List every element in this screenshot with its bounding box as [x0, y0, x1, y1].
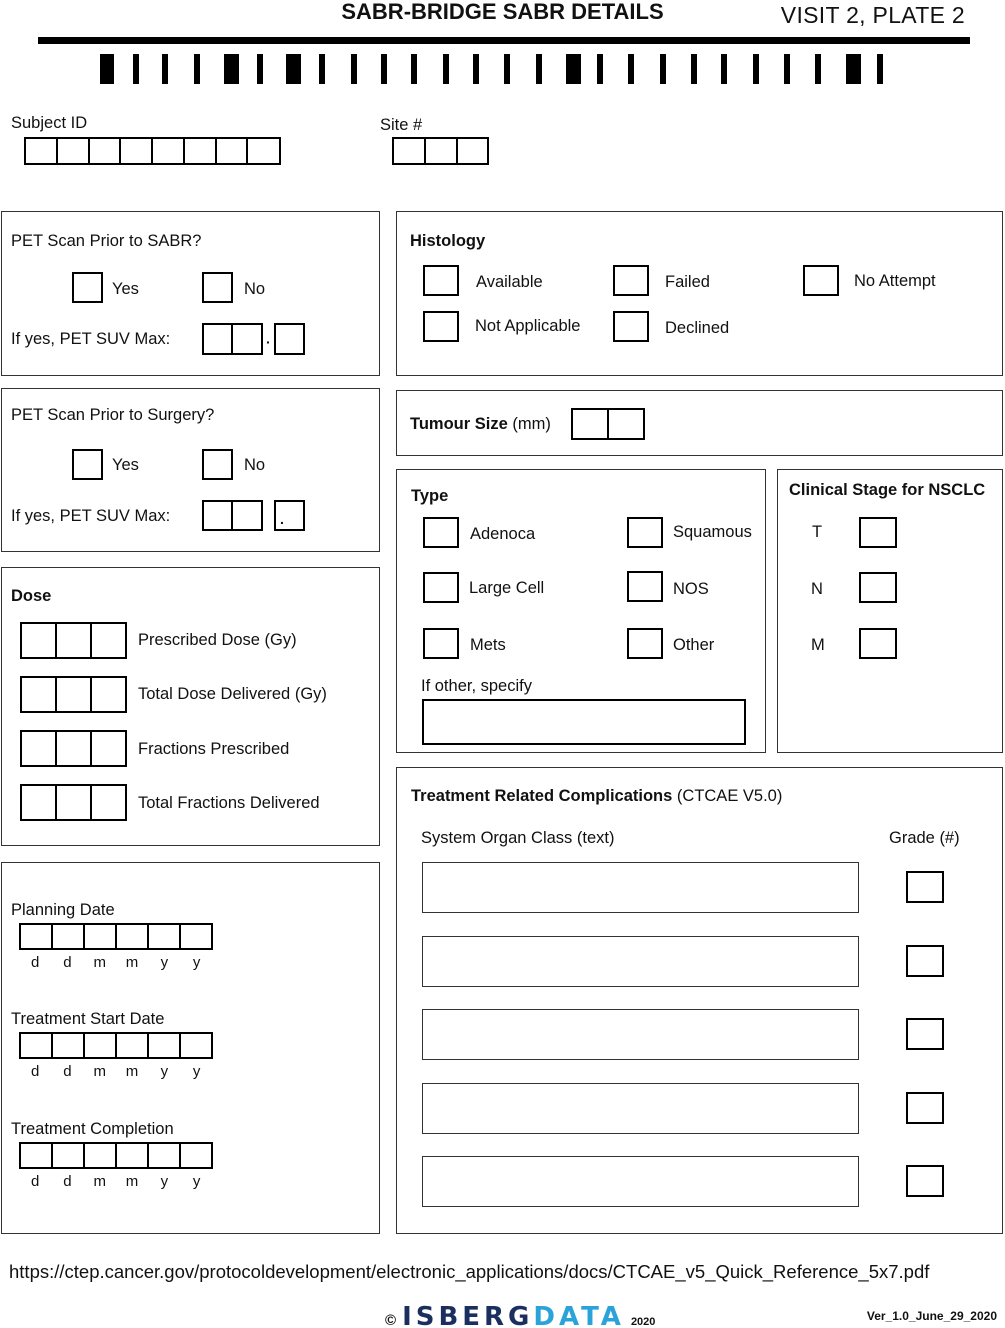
pet-sabr-suv-label: If yes, PET SUV Max: — [11, 330, 171, 348]
barcode-bar — [224, 54, 239, 84]
treatment-completion-label: Treatment Completion — [11, 1120, 174, 1138]
date-format-char: y — [192, 954, 201, 971]
site-number-label: Site # — [380, 116, 423, 134]
date-format-char: d — [30, 1173, 40, 1190]
barcode — [100, 54, 890, 84]
planning-date-format — [19, 955, 213, 971]
type-squamous-checkbox[interactable] — [627, 517, 663, 548]
histology-no-attempt-checkbox[interactable] — [803, 265, 839, 296]
histology-available-checkbox[interactable] — [423, 265, 459, 296]
complications-title: Treatment Related Complications — [411, 787, 673, 805]
pet-surgery-yes-checkbox[interactable] — [72, 449, 103, 480]
logo-wordmark-isberg: ISBERG — [402, 1302, 534, 1328]
stage-n-label: N — [811, 580, 823, 598]
treatment-completion-date-format — [19, 1174, 213, 1190]
clinical-stage-panel — [777, 469, 1003, 753]
date-format-char: d — [63, 1063, 72, 1080]
grade-input[interactable] — [906, 1092, 944, 1124]
treatment-start-date-label: Treatment Start Date — [11, 1010, 165, 1028]
histology-not-applicable-checkbox[interactable] — [423, 311, 459, 342]
pet-sabr-suv-decimal-field[interactable] — [274, 323, 305, 355]
type-nos-label: NOS — [673, 580, 709, 598]
barcode-bar — [784, 54, 790, 84]
grade-input[interactable] — [906, 1018, 944, 1050]
pet-sabr-question: PET Scan Prior to SABR? — [11, 232, 202, 250]
barcode-bar — [319, 54, 325, 84]
total-fractions-delivered-label: Total Fractions Delivered — [138, 794, 320, 812]
dates-panel — [1, 862, 380, 1234]
barcode-bar — [100, 54, 114, 84]
barcode-bar — [566, 54, 581, 84]
histology-declined-label: Declined — [665, 319, 730, 337]
planning-date-field[interactable] — [19, 923, 213, 950]
pet-surgery-yes-label: Yes — [112, 456, 139, 474]
barcode-bar — [815, 54, 821, 84]
grade-input[interactable] — [906, 1165, 944, 1197]
prescribed-dose-label: Prescribed Dose (Gy) — [138, 631, 297, 649]
complications-header — [411, 786, 782, 806]
total-dose-delivered-label: Total Dose Delivered (Gy) — [138, 685, 327, 703]
type-other-label: Other — [673, 636, 715, 654]
type-large-cell-label: Large Cell — [469, 579, 545, 597]
date-format-char: m — [93, 954, 106, 971]
pet-surgery-question: PET Scan Prior to Surgery? — [11, 406, 215, 424]
date-format-char: y — [160, 954, 169, 971]
pet-sabr-yes-checkbox[interactable] — [72, 272, 103, 303]
stage-n-field[interactable] — [859, 572, 897, 603]
header-rule — [38, 37, 970, 44]
barcode-bar — [162, 54, 168, 84]
type-other-specify-input[interactable] — [422, 699, 746, 745]
treatment-completion-date-field[interactable] — [19, 1142, 213, 1169]
date-format-char: m — [93, 1063, 106, 1080]
pet-sabr-suv-integer-field[interactable] — [202, 323, 263, 355]
subject-id-field[interactable] — [24, 137, 281, 165]
histology-declined-checkbox[interactable] — [613, 311, 649, 342]
pet-sabr-no-checkbox[interactable] — [202, 272, 233, 303]
logo-wordmark — [402, 1303, 625, 1328]
barcode-bar — [846, 54, 861, 84]
type-mets-label: Mets — [470, 636, 506, 654]
stage-t-label: T — [812, 523, 823, 541]
type-nos-checkbox[interactable] — [627, 571, 663, 602]
type-large-cell-checkbox[interactable] — [423, 572, 459, 603]
date-format-char: m — [125, 1063, 139, 1080]
pet-surgery-suv-label: If yes, PET SUV Max: — [11, 507, 171, 525]
tumour-size-label — [410, 414, 551, 434]
date-format-char: d — [30, 1063, 40, 1080]
subject-id-label: Subject ID — [11, 114, 88, 132]
planning-date-label: Planning Date — [11, 901, 115, 919]
grade-input[interactable] — [906, 871, 944, 903]
barcode-bar — [257, 54, 263, 84]
logo-wordmark-data: DATA — [533, 1302, 625, 1328]
pet-sabr-no-label: No — [244, 280, 266, 298]
barcode-bar — [381, 54, 387, 84]
decimal-point-icon: . — [280, 511, 284, 527]
tumour-size-panel — [396, 390, 1003, 456]
histology-failed-checkbox[interactable] — [613, 265, 649, 296]
type-other-specify-label: If other, specify — [421, 677, 532, 695]
barcode-bar — [133, 54, 139, 84]
system-organ-class-label: System Organ Class (text) — [421, 829, 615, 847]
tumour-size-field[interactable] — [571, 408, 645, 440]
barcode-bar — [691, 54, 697, 84]
prescribed-dose-field[interactable] — [20, 622, 127, 659]
tumour-size-title: Tumour Size — [410, 415, 508, 433]
system-organ-class-input[interactable] — [422, 936, 859, 987]
barcode-bar — [286, 54, 301, 84]
dose-title: Dose — [11, 587, 52, 605]
date-format-char: d — [63, 954, 72, 971]
barcode-bar — [351, 54, 357, 84]
system-organ-class-input[interactable] — [422, 1083, 859, 1134]
barcode-bar — [473, 54, 479, 84]
site-number-field[interactable] — [392, 137, 489, 165]
histology-failed-label: Failed — [665, 273, 710, 291]
histology-title: Histology — [410, 232, 486, 250]
copyright-symbol: © — [385, 1312, 397, 1328]
pet-sabr-yes-label: Yes — [112, 280, 139, 298]
barcode-bar — [443, 54, 449, 84]
type-mets-checkbox[interactable] — [423, 628, 459, 659]
treatment-start-date-field[interactable] — [19, 1032, 213, 1059]
barcode-bar — [660, 54, 666, 84]
stage-m-field[interactable] — [859, 628, 897, 659]
form-version: Ver_1.0_June_29_2020 — [866, 1309, 997, 1323]
date-format-char: y — [192, 1173, 201, 1190]
pet-surgery-suv-integer-field[interactable] — [202, 500, 263, 531]
clinical-stage-title: Clinical Stage for NSCLC — [789, 481, 986, 499]
type-adenoca-checkbox[interactable] — [423, 517, 459, 548]
stage-m-label: M — [811, 636, 825, 654]
barcode-bar — [877, 54, 883, 84]
ctcae-reference-link[interactable]: https://ctep.cancer.gov/protocoldevelopment/electronic_applications/docs/CTCAE_v5_Quick_Reference_5x7.pdf — [9, 1261, 930, 1282]
histology-no-attempt-label: No Attempt — [854, 272, 936, 290]
barcode-bar — [753, 54, 759, 84]
type-title: Type — [411, 487, 449, 505]
barcode-bar — [721, 54, 727, 84]
histology-panel — [396, 211, 1003, 376]
total-dose-delivered-field[interactable] — [20, 676, 127, 713]
type-other-checkbox[interactable] — [627, 628, 663, 659]
date-format-char: d — [63, 1173, 72, 1190]
date-format-char: m — [93, 1173, 106, 1190]
pet-surgery-no-checkbox[interactable] — [202, 449, 233, 480]
histology-available-label: Available — [476, 273, 543, 291]
pet-sabr-panel — [1, 211, 380, 376]
barcode-bar — [597, 54, 603, 84]
type-panel — [396, 469, 766, 753]
system-organ-class-input[interactable] — [422, 1009, 859, 1060]
barcode-bar — [411, 54, 417, 84]
tumour-size-unit: (mm) — [512, 415, 551, 433]
date-format-char: y — [192, 1063, 201, 1080]
logo-year: 2020 — [630, 1316, 656, 1328]
date-format-char: y — [160, 1063, 169, 1080]
pet-surgery-panel — [1, 388, 380, 552]
histology-not-applicable-label: Not Applicable — [475, 317, 581, 335]
date-format-char: m — [125, 1173, 139, 1190]
visit-plate-label: VISIT 2, PLATE 2 — [780, 2, 965, 28]
isbergdata-logo — [385, 1303, 655, 1328]
type-adenoca-label: Adenoca — [470, 525, 536, 543]
grade-input[interactable] — [906, 945, 944, 977]
grade-label: Grade (#) — [889, 829, 960, 847]
dose-panel — [1, 567, 380, 846]
fractions-prescribed-field[interactable] — [20, 730, 127, 767]
pet-surgery-suv-decimal-field[interactable] — [274, 500, 305, 531]
complications-panel — [396, 767, 1003, 1234]
ctcae-version: (CTCAE V5.0) — [676, 787, 783, 805]
decimal-point-icon: · — [266, 334, 271, 350]
date-format-char: d — [30, 954, 40, 971]
total-fractions-delivered-field[interactable] — [20, 784, 127, 821]
barcode-bar — [536, 54, 542, 84]
barcode-bar — [628, 54, 634, 84]
treatment-start-date-format — [19, 1064, 213, 1080]
date-format-char: y — [160, 1173, 169, 1190]
type-squamous-label: Squamous — [673, 523, 752, 541]
date-format-char: m — [125, 954, 139, 971]
pet-surgery-no-label: No — [244, 456, 266, 474]
system-organ-class-input[interactable] — [422, 862, 859, 913]
fractions-prescribed-label: Fractions Prescribed — [138, 740, 290, 758]
stage-t-field[interactable] — [859, 517, 897, 548]
system-organ-class-input[interactable] — [422, 1156, 859, 1207]
barcode-bar — [194, 54, 200, 84]
barcode-bar — [504, 54, 510, 84]
form-title: SABR-BRIDGE SABR DETAILS — [341, 0, 664, 24]
